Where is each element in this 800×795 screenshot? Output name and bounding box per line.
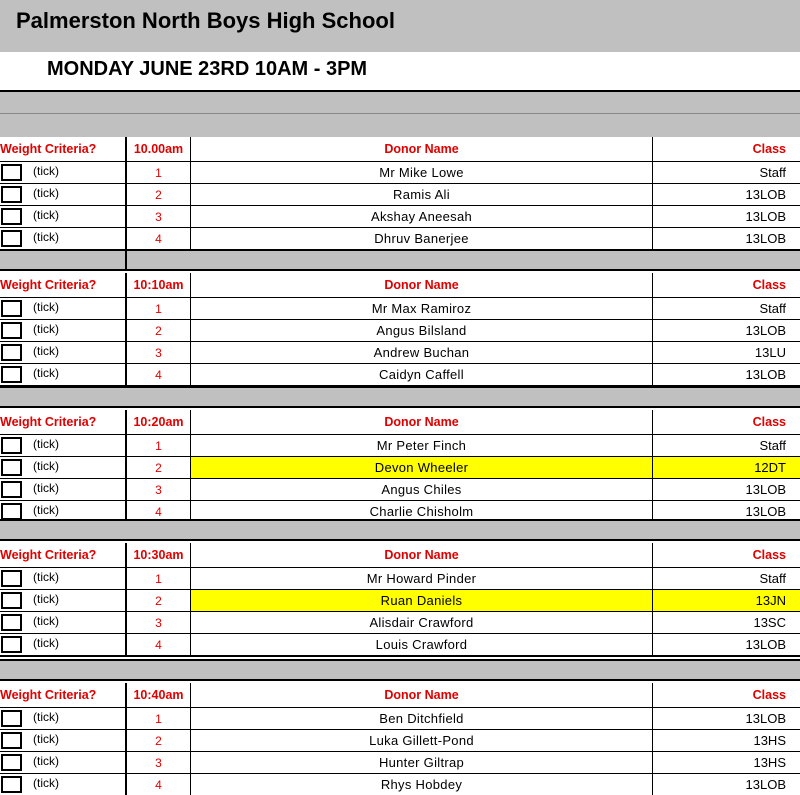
weight-criteria-checkbox[interactable] <box>1 503 22 520</box>
donor-name: Luka Gillett-Pond <box>190 730 652 751</box>
weight-criteria-checkbox[interactable] <box>1 481 22 498</box>
tick-label: (tick) <box>33 570 59 584</box>
donor-class: Staff <box>652 568 800 589</box>
donor-row <box>0 341 800 363</box>
donor-name: Akshay Aneesah <box>190 206 652 227</box>
tick-label: (tick) <box>33 437 59 451</box>
donor-name: Rhys Hobdey <box>190 774 652 795</box>
donor-row <box>0 589 800 611</box>
weight-criteria-header: Weight Criteria? <box>0 415 97 429</box>
time-slot-label: 10.00am <box>125 137 190 161</box>
weight-criteria-checkbox[interactable] <box>1 300 22 317</box>
donor-row <box>0 729 800 751</box>
tick-label: (tick) <box>33 322 59 336</box>
donor-number: 4 <box>155 504 162 519</box>
tick-label: (tick) <box>33 614 59 628</box>
slot-header-row <box>0 683 800 707</box>
slot-separator <box>0 386 800 408</box>
donor-name-header: Donor Name <box>190 683 652 707</box>
donor-class: 13LOB <box>652 501 800 522</box>
donor-row <box>0 205 800 227</box>
donor-row <box>0 456 800 478</box>
donor-class: Staff <box>652 162 800 183</box>
donor-row <box>0 611 800 633</box>
donor-number: 2 <box>155 460 162 475</box>
weight-criteria-cell <box>0 162 125 183</box>
tick-label: (tick) <box>33 344 59 358</box>
weight-criteria-checkbox[interactable] <box>1 186 22 203</box>
donor-number: 3 <box>155 345 162 360</box>
slot-separator <box>0 249 800 271</box>
donor-name: Dhruv Banerjee <box>190 228 652 249</box>
donor-name: Charlie Chisholm <box>190 501 652 522</box>
weight-criteria-checkbox[interactable] <box>1 754 22 771</box>
tick-label: (tick) <box>33 186 59 200</box>
tick-label: (tick) <box>33 230 59 244</box>
weight-criteria-cell <box>0 206 125 227</box>
slot-header-row <box>0 137 800 161</box>
tick-label: (tick) <box>33 164 59 178</box>
tick-label: (tick) <box>33 481 59 495</box>
session-date-title: MONDAY JUNE 23RD 10AM - 3PM <box>47 58 368 80</box>
donor-class: 13LOB <box>652 634 800 655</box>
donor-number: 1 <box>155 301 162 316</box>
weight-criteria-cell <box>0 320 125 341</box>
weight-criteria-cell <box>0 364 125 385</box>
donor-class: 13LOB <box>652 320 800 341</box>
school-header-bar <box>0 0 800 52</box>
donor-number: 4 <box>155 231 162 246</box>
donor-name: Ruan Daniels <box>190 590 652 611</box>
slot-separator <box>0 519 800 541</box>
time-slot-label: 10:40am <box>125 683 190 707</box>
class-header: Class <box>652 543 800 567</box>
slot-bottom-border <box>0 655 800 657</box>
weight-criteria-cell <box>0 730 125 751</box>
weight-criteria-checkbox[interactable] <box>1 570 22 587</box>
donor-name: Devon Wheeler <box>190 457 652 478</box>
donor-name: Andrew Buchan <box>190 342 652 363</box>
date-header-bar <box>0 52 800 90</box>
donor-class: 13LOB <box>652 479 800 500</box>
weight-criteria-cell <box>0 457 125 478</box>
weight-criteria-cell <box>0 342 125 363</box>
time-slot-label: 10:20am <box>125 410 190 434</box>
weight-criteria-checkbox[interactable] <box>1 710 22 727</box>
donor-name: Alisdair Crawford <box>190 612 652 633</box>
donor-row <box>0 183 800 205</box>
donor-number: 3 <box>155 209 162 224</box>
donor-class: 13LOB <box>652 774 800 795</box>
donor-name: Angus Bilsland <box>190 320 652 341</box>
slot-separator <box>0 659 800 681</box>
weight-criteria-checkbox[interactable] <box>1 459 22 476</box>
time-slot-label: 10:30am <box>125 543 190 567</box>
weight-criteria-checkbox[interactable] <box>1 344 22 361</box>
donor-row <box>0 567 800 589</box>
tick-label: (tick) <box>33 776 59 790</box>
donor-number: 3 <box>155 755 162 770</box>
donor-class: 13LOB <box>652 364 800 385</box>
tick-label: (tick) <box>33 754 59 768</box>
weight-criteria-cell <box>0 298 125 319</box>
weight-criteria-header: Weight Criteria? <box>0 548 97 562</box>
weight-criteria-header: Weight Criteria? <box>0 278 97 292</box>
weight-criteria-checkbox[interactable] <box>1 322 22 339</box>
donor-name-header: Donor Name <box>190 273 652 297</box>
weight-criteria-cell <box>0 612 125 633</box>
donor-class: 13LU <box>652 342 800 363</box>
donor-number: 1 <box>155 711 162 726</box>
donor-row <box>0 319 800 341</box>
class-header: Class <box>652 410 800 434</box>
weight-criteria-cell <box>0 479 125 500</box>
donor-name: Louis Crawford <box>190 634 652 655</box>
donor-class: 13SC <box>652 612 800 633</box>
donor-number: 1 <box>155 571 162 586</box>
donor-row <box>0 707 800 729</box>
donor-row <box>0 633 800 655</box>
donor-name: Hunter Giltrap <box>190 752 652 773</box>
donor-number: 4 <box>155 367 162 382</box>
donor-name-header: Donor Name <box>190 410 652 434</box>
tick-label: (tick) <box>33 636 59 650</box>
weight-criteria-cell <box>0 568 125 589</box>
donor-number: 4 <box>155 777 162 792</box>
donor-name: Caidyn Caffell <box>190 364 652 385</box>
weight-criteria-cell <box>0 590 125 611</box>
donor-name: Ben Ditchfield <box>190 708 652 729</box>
donor-class: 13JN <box>652 590 800 611</box>
donor-row <box>0 363 800 385</box>
weight-criteria-cell <box>0 184 125 205</box>
weight-criteria-checkbox[interactable] <box>1 230 22 247</box>
donor-name: Mr Howard Pinder <box>190 568 652 589</box>
time-slot-label: 10:10am <box>125 273 190 297</box>
weight-criteria-checkbox[interactable] <box>1 732 22 749</box>
donor-number: 1 <box>155 438 162 453</box>
donor-number: 2 <box>155 733 162 748</box>
donor-class: 13LOB <box>652 708 800 729</box>
tick-label: (tick) <box>33 592 59 606</box>
donor-row <box>0 434 800 456</box>
weight-criteria-cell <box>0 774 125 795</box>
weight-criteria-checkbox[interactable] <box>1 366 22 383</box>
donor-class: 12DT <box>652 457 800 478</box>
donor-class: Staff <box>652 435 800 456</box>
class-header: Class <box>652 273 800 297</box>
donor-number: 1 <box>155 165 162 180</box>
donor-number: 2 <box>155 187 162 202</box>
tick-label: (tick) <box>33 459 59 473</box>
donor-number: 3 <box>155 482 162 497</box>
donor-number: 3 <box>155 615 162 630</box>
donor-class: 13LOB <box>652 228 800 249</box>
class-header: Class <box>652 683 800 707</box>
tick-label: (tick) <box>33 710 59 724</box>
weight-criteria-checkbox[interactable] <box>1 164 22 181</box>
slot-header-row <box>0 543 800 567</box>
donor-name: Angus Chiles <box>190 479 652 500</box>
donor-name: Ramis Ali <box>190 184 652 205</box>
donor-row <box>0 227 800 249</box>
donor-name: Mr Max Ramiroz <box>190 298 652 319</box>
donor-row <box>0 297 800 319</box>
weight-criteria-cell <box>0 435 125 456</box>
donor-number: 2 <box>155 323 162 338</box>
donor-row <box>0 773 800 795</box>
donor-name-header: Donor Name <box>190 543 652 567</box>
tick-label: (tick) <box>33 503 59 517</box>
tick-label: (tick) <box>33 732 59 746</box>
donor-row <box>0 751 800 773</box>
weight-criteria-cell <box>0 634 125 655</box>
school-title: Palmerston North Boys High School <box>16 8 395 33</box>
tick-label: (tick) <box>33 300 59 314</box>
donor-row <box>0 478 800 500</box>
donor-class: 13LOB <box>652 206 800 227</box>
weight-criteria-header: Weight Criteria? <box>0 142 97 156</box>
weight-criteria-checkbox[interactable] <box>1 614 22 631</box>
slot-header-row <box>0 273 800 297</box>
weight-criteria-checkbox[interactable] <box>1 592 22 609</box>
tick-label: (tick) <box>33 208 59 222</box>
donor-class: 13HS <box>652 730 800 751</box>
slot-header-row <box>0 410 800 434</box>
donor-class: 13HS <box>652 752 800 773</box>
weight-criteria-checkbox[interactable] <box>1 776 22 793</box>
donor-class: 13LOB <box>652 184 800 205</box>
donor-name-header: Donor Name <box>190 137 652 161</box>
donor-number: 4 <box>155 637 162 652</box>
weight-criteria-checkbox[interactable] <box>1 636 22 653</box>
weight-criteria-cell <box>0 752 125 773</box>
donor-name: Mr Peter Finch <box>190 435 652 456</box>
weight-criteria-header: Weight Criteria? <box>0 688 97 702</box>
top-grey-band <box>0 90 800 137</box>
weight-criteria-cell <box>0 228 125 249</box>
weight-criteria-checkbox[interactable] <box>1 437 22 454</box>
donor-class: Staff <box>652 298 800 319</box>
donor-name: Mr Mike Lowe <box>190 162 652 183</box>
weight-criteria-cell <box>0 708 125 729</box>
donor-row <box>0 161 800 183</box>
weight-criteria-checkbox[interactable] <box>1 208 22 225</box>
tick-label: (tick) <box>33 366 59 380</box>
class-header: Class <box>652 137 800 161</box>
donor-number: 2 <box>155 593 162 608</box>
